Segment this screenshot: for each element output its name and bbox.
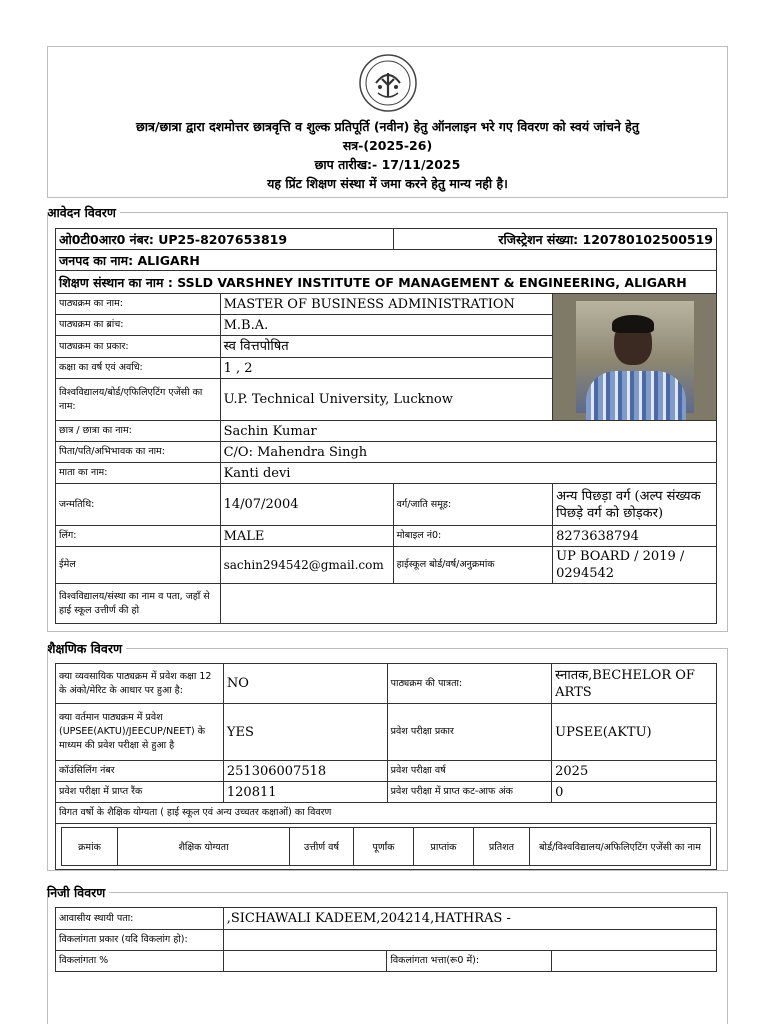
mobile: 8273638794: [553, 526, 717, 547]
disability-type-label: विकलांगता प्रकार (यदि विकलांग हो):: [56, 930, 224, 951]
entrance-answer: YES: [223, 704, 387, 761]
mother-name-label: माता का नाम:: [56, 463, 221, 484]
disability-type: [223, 930, 716, 951]
col-max-marks: पूर्णांक: [354, 828, 414, 866]
institution-name: शिक्षण संस्थान का नाम : SSLD VARSHNEY INSTITUTE OF MANAGEMENT & ENGINEERING, ALIGARH: [56, 271, 717, 294]
col-serial: क्रमांक: [62, 828, 118, 866]
caste-label: वर्ग/जाति समूह:: [393, 484, 553, 526]
eligibility-label: पाठ्यक्रम की पात्रता:: [387, 664, 551, 704]
merit-answer: NO: [223, 664, 387, 704]
disability-allowance-label: विकलांगता भत्ता(रू0 में):: [387, 951, 552, 972]
guardian-name-label: पिता/पति/अभिभावक का नाम:: [56, 442, 221, 463]
course-name: MASTER OF BUSINESS ADMINISTRATION: [220, 294, 553, 315]
exam-year-label: प्रवेश परीक्षा वर्ष: [387, 761, 551, 782]
otr-number: ओ0टी0आर0 नंबर: UP25-8207653819: [56, 229, 394, 250]
print-disclaimer: यह प्रिंट शिक्षण संस्था में जमा करने हेतु मान्य नही है।: [267, 176, 508, 191]
student-name-label: छात्र / छात्रा का नाम:: [56, 421, 221, 442]
exam-type: UPSEE(AKTU): [552, 704, 717, 761]
course-type: स्व वित्तपोषित: [220, 336, 553, 358]
print-header: [47, 46, 728, 198]
dob: 14/07/2004: [220, 484, 393, 526]
col-pass-year: उत्तीर्ण वर्ष: [290, 828, 354, 866]
highschool-institute: [220, 584, 716, 624]
course-branch: M.B.A.: [220, 315, 553, 336]
address: ,SICHAWALI KADEEM,204214,HATHRAS -: [223, 908, 716, 930]
highschool-label: हाईस्कूल बोर्ड/वर्ष/अनुक्रमांक: [393, 547, 553, 584]
registration-number: रजिस्ट्रेशन संख्या: 120780102500519: [393, 229, 716, 250]
disability-percent-label: विकलांगता %: [56, 951, 224, 972]
entrance-question-label: क्या वर्तमान पाठ्यक्रम में प्रवेश (UPSEE(AKTU)/JEECUP/NEET) के माध्यम की प्रवेश परीक्षा से हुआ है: [56, 704, 224, 761]
mobile-label: मोबाइल नं0:: [393, 526, 553, 547]
address-label: आवासीय स्थायी पता:: [56, 908, 224, 930]
email-label: ईमेल: [56, 547, 221, 584]
class-year-label: कक्षा का वर्ष एवं अवधि:: [56, 358, 221, 379]
disability-allowance: [552, 951, 717, 972]
disability-percent: [223, 951, 387, 972]
col-qualification: शैक्षिक योग्यता: [118, 828, 290, 866]
counselling-number: 251306007518: [223, 761, 387, 782]
previous-qualification-title: विगत वर्षो के शैक्षिक योग्यता ( हाई स्कूल एवं अन्य उच्चतर कक्षाओं) का विवरण: [56, 803, 717, 824]
section-title-application: आवेदन विवरण: [47, 204, 120, 221]
section-title-academic: शैक्षणिक विवरण: [47, 640, 126, 657]
dob-label: जन्मतिथि:: [56, 484, 221, 526]
cutoff: 0: [552, 782, 717, 803]
exam-year: 2025: [552, 761, 717, 782]
mother-name: Kanti devi: [220, 463, 716, 484]
caste: अन्य पिछड़ा वर्ग (अल्प संख्यक पिछड़े वर्ग को छोड़कर): [553, 484, 717, 526]
eligibility: स्नातक,BECHELOR OF ARTS: [552, 664, 717, 704]
col-obtained-marks: प्राप्तांक: [414, 828, 474, 866]
student-name: Sachin Kumar: [220, 421, 716, 442]
district-name: जनपद का नाम: ALIGARH: [56, 250, 717, 271]
session: सत्र-(2025-26): [342, 138, 433, 153]
class-year: 1 , 2: [220, 358, 553, 379]
exam-type-label: प्रवेश परीक्षा प्रकार: [387, 704, 551, 761]
cutoff-label: प्रवेश परीक्षा में प्राप्त कट-आफ अंक: [387, 782, 551, 803]
form-title: छात्र/छात्रा द्वारा दशमोत्तर छात्रवृत्ति व शुल्क प्रतिपूर्ति (नवीन) हेतु ऑनलाइन भरे गए विवरण को स्वयं जांचने हेतु: [136, 119, 639, 134]
up-government-emblem-icon: [358, 53, 418, 113]
gender: MALE: [220, 526, 393, 547]
rank-label: प्रवेश परीक्षा में प्राप्त रैंक: [56, 782, 224, 803]
counselling-label: कॉउंसिलिंग नंबर: [56, 761, 224, 782]
personal-details-table: [55, 907, 717, 972]
section-title-personal: निजी विवरण: [47, 884, 109, 901]
highschool-institute-label: विश्वविद्यालय/संस्था का नाम व पता, जहाँ से हाई स्कूल उत्तीर्ण की हो: [56, 584, 221, 624]
rank: 120811: [223, 782, 387, 803]
highschool-details: UP BOARD / 2019 / 0294542: [553, 547, 717, 584]
university-label: विश्वविद्यालय/बोर्ड/एफिलिएटिंग एजेंसी का नाम:: [56, 379, 221, 421]
email: sachin294542@gmail.com: [220, 547, 393, 584]
course-branch-label: पाठ्यक्रम का ब्रांच:: [56, 315, 221, 336]
application-details-table: [55, 228, 717, 624]
course-name-label: पाठ्यक्रम का नाम:: [56, 294, 221, 315]
merit-question-label: क्या व्यवसायिक पाठ्यक्रम में प्रवेश कक्षा 12 के अंको/मेरिट के आधार पर हुआ है:: [56, 664, 224, 704]
col-board: बोर्ड/विश्वविद्यालय/अफिलिएटिंग एजेंसी का नाम: [530, 828, 711, 866]
student-photo: [553, 294, 717, 421]
print-date: छाप तारीख:- 17/11/2025: [314, 157, 461, 172]
gender-label: लिंग:: [56, 526, 221, 547]
course-type-label: पाठ्यक्रम का प्रकार:: [56, 336, 221, 358]
university-name: U.P. Technical University, Lucknow: [220, 379, 553, 421]
academic-details-table: [55, 663, 717, 870]
previous-qualification-table: [61, 827, 711, 866]
guardian-name: C/O: Mahendra Singh: [220, 442, 716, 463]
col-percentage: प्रतिशत: [474, 828, 530, 866]
